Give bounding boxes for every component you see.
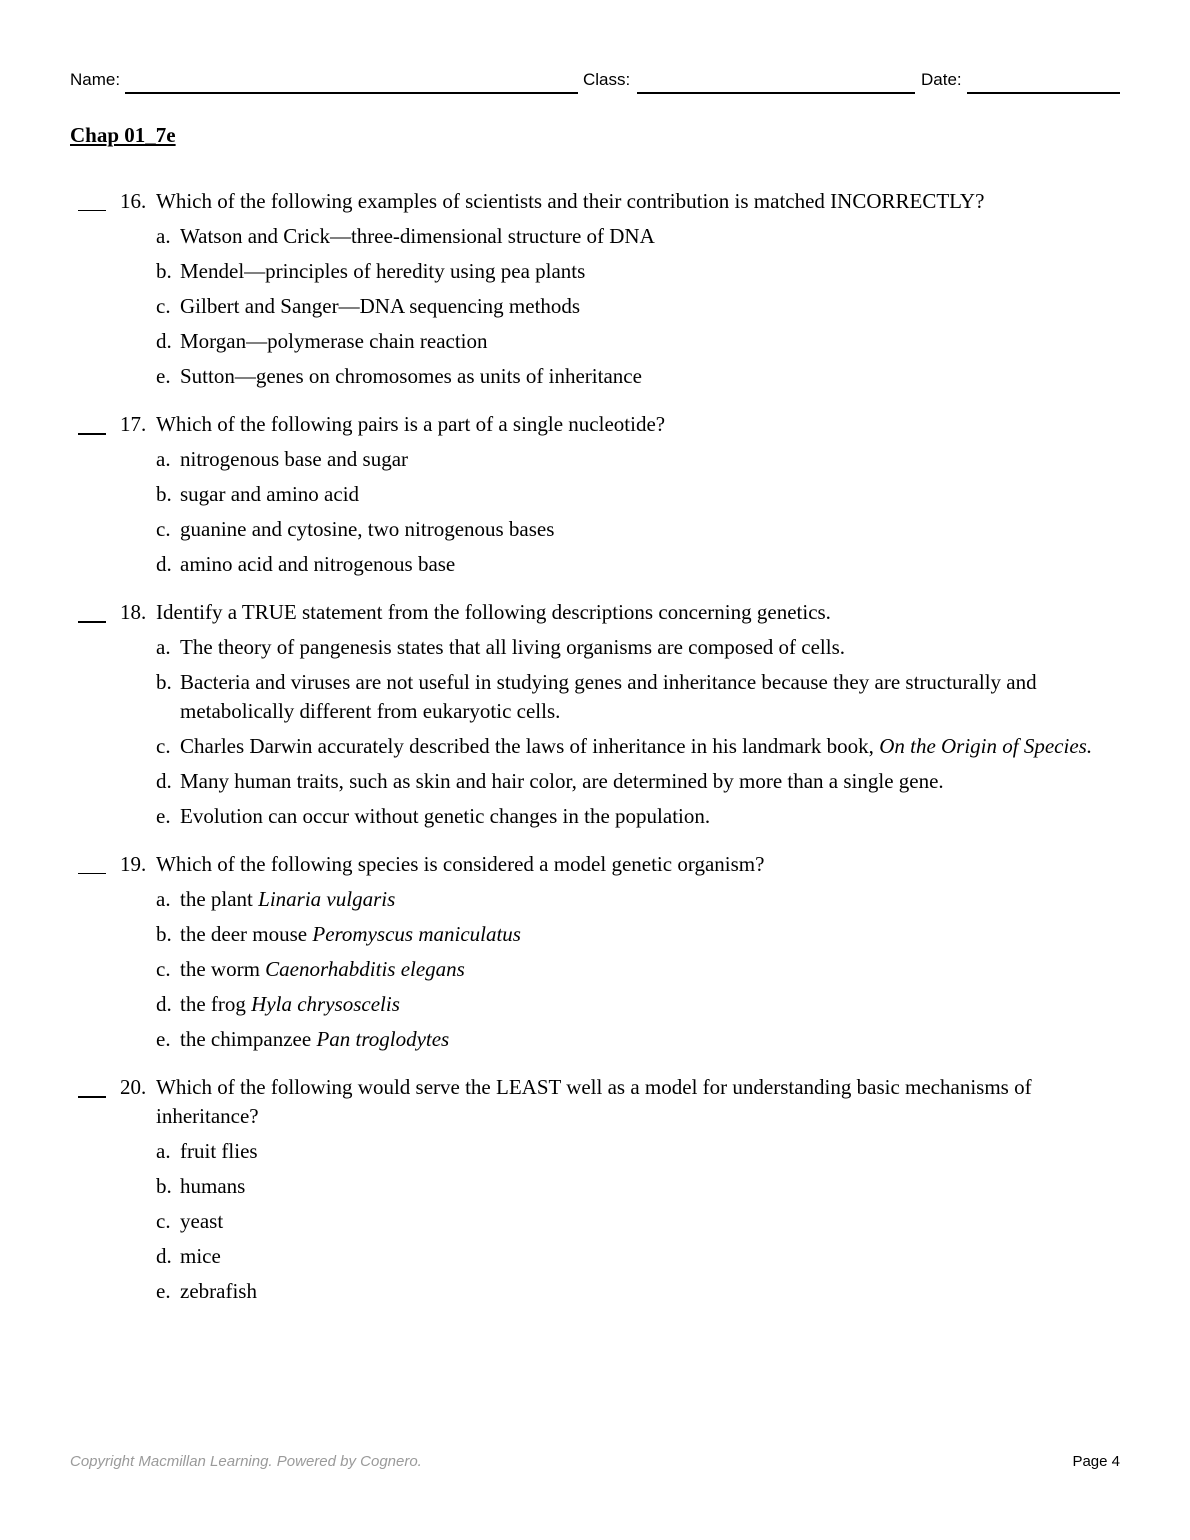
answer-blank[interactable] xyxy=(78,433,106,435)
answer-choice xyxy=(70,327,1120,356)
question-number: 16. xyxy=(120,189,147,213)
answer-choice xyxy=(70,1207,1120,1236)
choice-text: the worm xyxy=(180,957,260,981)
answer-blank[interactable] xyxy=(78,873,106,874)
choice-text-block xyxy=(180,480,1120,509)
choice-letter: c. xyxy=(156,517,171,541)
answer-choice xyxy=(70,802,1120,831)
answer-choice xyxy=(70,1137,1120,1166)
choice-letter: e. xyxy=(156,804,171,828)
answer-choice xyxy=(70,1242,1120,1271)
choice-text: the plant xyxy=(180,887,253,911)
answer-choice xyxy=(70,222,1120,251)
choice-text: fruit flies xyxy=(180,1139,258,1163)
choice-letter: c. xyxy=(156,734,171,758)
date-label: Date: xyxy=(921,70,962,89)
choice-text-block xyxy=(180,1277,1120,1306)
choice-text: sugar and amino acid xyxy=(180,482,360,506)
choice-letter: c. xyxy=(156,957,171,981)
choice-text-block xyxy=(180,1207,1120,1236)
student-info-header xyxy=(70,68,1120,96)
question-number: 19. xyxy=(120,852,147,876)
answer-choice xyxy=(70,550,1120,579)
chapter-title: Chap 01_7e xyxy=(70,123,176,147)
answer-choice xyxy=(70,362,1120,391)
choice-text: guanine and cytosine, two nitrogenous bases xyxy=(180,517,555,541)
question-item xyxy=(70,1073,1120,1306)
choice-text: Mendel—principles of heredity using pea plants xyxy=(180,259,586,283)
choice-text: Morgan—polymerase chain reaction xyxy=(180,329,488,353)
choice-letter: b. xyxy=(156,670,172,694)
choice-text-block xyxy=(180,767,1120,796)
question-stem xyxy=(70,1073,1120,1131)
choice-letter: b. xyxy=(156,259,172,283)
question-item xyxy=(70,187,1120,391)
answer-choice xyxy=(70,990,1120,1019)
answer-choice xyxy=(70,515,1120,544)
date-field-line[interactable] xyxy=(967,92,1120,94)
answer-blank[interactable] xyxy=(78,210,106,211)
choice-text: Many human traits, such as skin and hair color, are determined by more than a single gene. xyxy=(180,769,944,793)
answer-choice xyxy=(70,767,1120,796)
choice-text: yeast xyxy=(180,1209,224,1233)
choice-text-block xyxy=(180,920,1120,949)
choice-letter: e. xyxy=(156,1279,171,1303)
answer-choice xyxy=(70,885,1120,914)
choice-text: nitrogenous base and sugar xyxy=(180,447,409,471)
answer-choice xyxy=(70,480,1120,509)
answer-choice xyxy=(70,1277,1120,1306)
question-text: Which of the following examples of scientists and their contribution is matched INCORRECTLY? xyxy=(156,189,985,213)
answer-choice xyxy=(70,257,1120,286)
choice-text-block xyxy=(180,885,1120,914)
question-stem xyxy=(70,598,1120,627)
choice-text: mice xyxy=(180,1244,221,1268)
choice-text: the chimpanzee xyxy=(180,1027,312,1051)
choice-italic-text: Linaria vulgaris xyxy=(258,887,396,911)
answer-choice xyxy=(70,1025,1120,1054)
choice-letter: b. xyxy=(156,482,172,506)
page-number: Page 4 xyxy=(1072,1453,1120,1470)
question-number: 18. xyxy=(120,600,147,624)
choice-letter: a. xyxy=(156,447,171,471)
choice-text: amino acid and nitrogenous base xyxy=(180,552,456,576)
choice-text-block xyxy=(180,257,1120,286)
question-text: Which of the following pairs is a part of a single nucleotide? xyxy=(156,412,666,436)
question-number: 20. xyxy=(120,1075,147,1099)
question-stem xyxy=(70,187,1120,216)
question-stem xyxy=(70,850,1120,879)
choice-text-block xyxy=(180,515,1120,544)
choice-text-block xyxy=(180,327,1120,356)
choice-text-block xyxy=(180,222,1120,251)
choice-text: Gilbert and Sanger—DNA sequencing methods xyxy=(180,294,581,318)
choice-text: The theory of pangenesis states that all living organisms are composed of cells. xyxy=(180,635,846,659)
choice-text-block xyxy=(180,732,1120,761)
choice-text-block xyxy=(180,668,1120,726)
answer-choice xyxy=(70,633,1120,662)
choice-letter: c. xyxy=(156,294,171,318)
question-item xyxy=(70,598,1120,831)
answer-choice xyxy=(70,955,1120,984)
choice-letter: a. xyxy=(156,224,171,248)
choice-text: Charles Darwin accurately described the laws of inheritance in his landmark book, xyxy=(180,734,874,758)
choice-text-block xyxy=(180,633,1120,662)
choice-letter: e. xyxy=(156,1027,171,1051)
choice-text: the frog xyxy=(180,992,246,1016)
choice-text-block xyxy=(180,362,1120,391)
choice-text-block xyxy=(180,292,1120,321)
question-item xyxy=(70,410,1120,579)
question-list xyxy=(70,187,1120,1325)
choice-text-block xyxy=(180,990,1120,1019)
name-label: Name: xyxy=(70,70,121,89)
choice-letter: d. xyxy=(156,1244,172,1268)
choice-letter: a. xyxy=(156,1139,171,1163)
question-text: Which of the following would serve the LEAST well as a model for understanding basic mechanisms of inheritance? xyxy=(156,1075,1032,1128)
answer-choice xyxy=(70,732,1120,761)
choice-letter: d. xyxy=(156,769,172,793)
choice-italic-text: Hyla chrysoscelis xyxy=(251,992,400,1016)
question-item xyxy=(70,850,1120,1054)
choice-text: the deer mouse xyxy=(180,922,308,946)
choice-italic-text: On the Origin of Species. xyxy=(879,734,1093,758)
class-field-line[interactable] xyxy=(637,92,915,94)
choice-text-block xyxy=(180,802,1120,831)
choice-text-block xyxy=(180,445,1120,474)
copyright-notice: Copyright Macmillan Learning. Powered by Cognero. xyxy=(70,1453,422,1470)
answer-choice xyxy=(70,920,1120,949)
choice-letter: e. xyxy=(156,364,171,388)
answer-choice xyxy=(70,1172,1120,1201)
answer-choice xyxy=(70,445,1120,474)
choice-text-block xyxy=(180,1025,1120,1054)
name-field-line[interactable] xyxy=(125,92,578,94)
choice-text-block xyxy=(180,955,1120,984)
choice-text-block xyxy=(180,1242,1120,1271)
choice-letter: d. xyxy=(156,992,172,1016)
choice-text-block xyxy=(180,550,1120,579)
question-text: Identify a TRUE statement from the following descriptions concerning genetics. xyxy=(156,600,831,624)
choice-letter: a. xyxy=(156,635,171,659)
question-number: 17. xyxy=(120,412,147,436)
choice-text: humans xyxy=(180,1174,246,1198)
choice-text: Watson and Crick—three-dimensional structure of DNA xyxy=(180,224,655,248)
choice-text-block xyxy=(180,1172,1120,1201)
answer-blank[interactable] xyxy=(78,1096,106,1098)
choice-letter: c. xyxy=(156,1209,171,1233)
class-label: Class: xyxy=(583,70,631,89)
choice-letter: b. xyxy=(156,922,172,946)
choice-italic-text: Pan troglodytes xyxy=(316,1027,450,1051)
choice-letter: b. xyxy=(156,1174,172,1198)
answer-choice xyxy=(70,668,1120,726)
question-stem xyxy=(70,410,1120,439)
answer-blank[interactable] xyxy=(78,621,106,623)
answer-choice xyxy=(70,292,1120,321)
choice-text: zebrafish xyxy=(180,1279,257,1303)
choice-text: Evolution can occur without genetic changes in the population. xyxy=(180,804,711,828)
choice-italic-text: Peromyscus maniculatus xyxy=(312,922,521,946)
choice-text: Sutton—genes on chromosomes as units of inheritance xyxy=(180,364,642,388)
choice-letter: d. xyxy=(156,552,172,576)
choice-letter: d. xyxy=(156,329,172,353)
choice-text-block xyxy=(180,1137,1120,1166)
question-text: Which of the following species is considered a model genetic organism? xyxy=(156,852,765,876)
choice-text: Bacteria and viruses are not useful in studying genes and inheritance because they are structurally and metabolically different from eukaryotic cells. xyxy=(180,670,1037,723)
choice-letter: a. xyxy=(156,887,171,911)
choice-italic-text: Caenorhabditis elegans xyxy=(265,957,465,981)
